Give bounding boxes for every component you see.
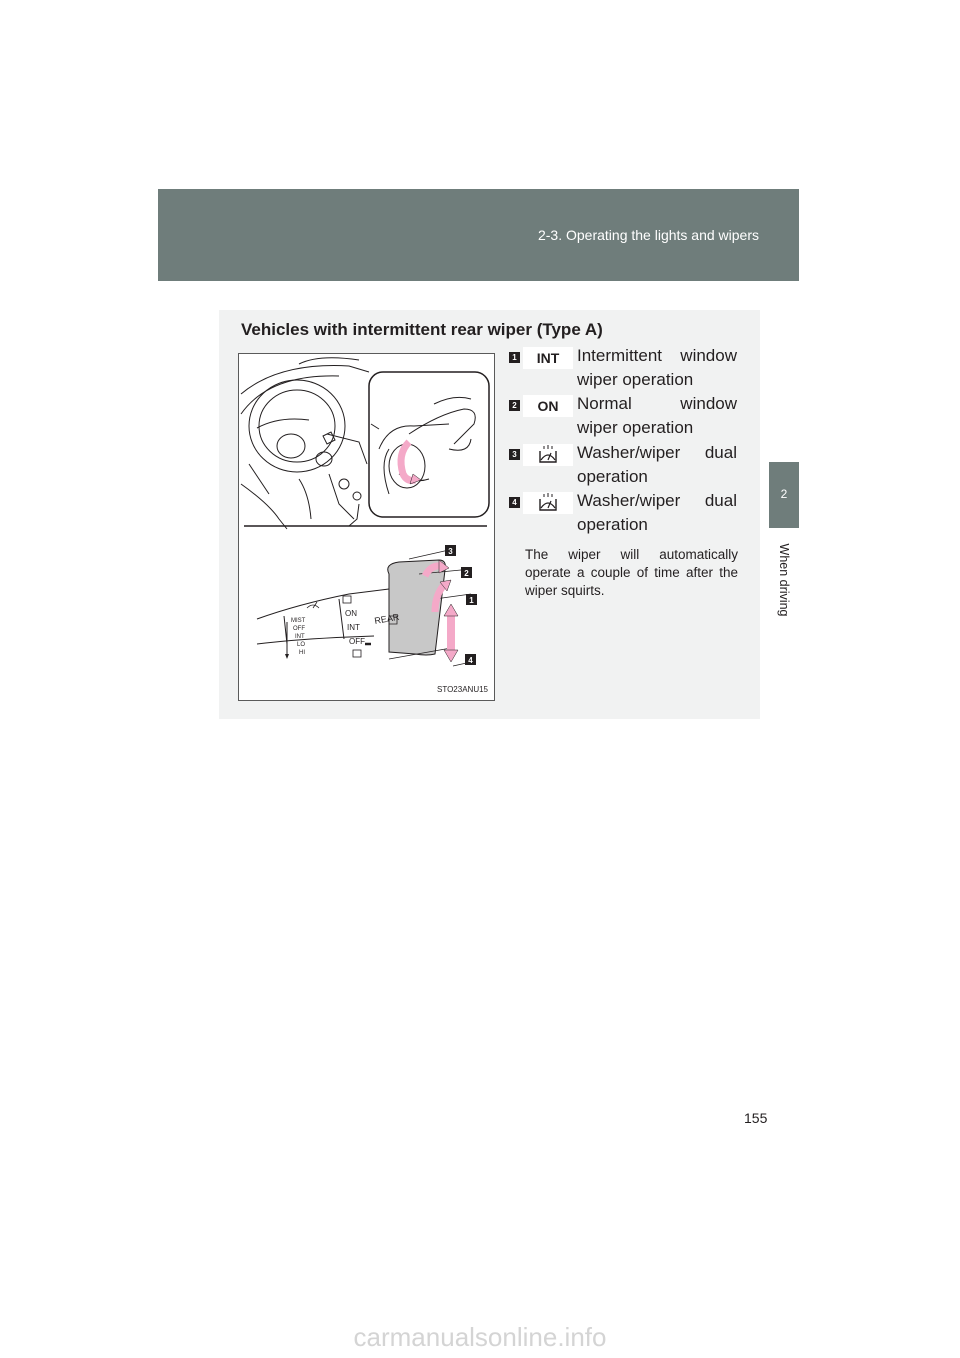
svg-text:INT: INT bbox=[295, 634, 305, 640]
wiper-illustration bbox=[238, 353, 495, 701]
svg-text:INT: INT bbox=[347, 623, 360, 632]
item-3-text: Washer/wiper dual operation bbox=[577, 443, 737, 486]
svg-text:HI: HI bbox=[299, 650, 305, 656]
wiper-note: The wiper will automatically operate a couple of time after the wiper squirts. bbox=[525, 547, 738, 598]
on-symbol: ON bbox=[523, 395, 573, 417]
chapter-label: When driving bbox=[777, 543, 791, 617]
page-header bbox=[158, 189, 799, 281]
washer-wiper-symbol-3 bbox=[523, 444, 573, 466]
rear-ring-labels bbox=[345, 609, 365, 646]
svg-text:MIST: MIST bbox=[291, 618, 306, 624]
chapter-number: 2 bbox=[780, 487, 788, 501]
svg-text:ON: ON bbox=[345, 609, 357, 618]
washer-wiper-icon bbox=[537, 493, 559, 513]
wiper-stalk bbox=[257, 589, 389, 644]
watermark: carmanualsonline.info bbox=[353, 1322, 607, 1352]
wiper-diagram bbox=[239, 354, 494, 700]
steering-wheel-sketch bbox=[241, 358, 369, 529]
figure-code: STO23ANU15 bbox=[437, 685, 488, 694]
chapter-tab bbox=[769, 462, 799, 528]
section-title: Vehicles with intermittent rear wiper (Type A) bbox=[241, 320, 603, 339]
item-1-badge: 1 bbox=[509, 352, 520, 363]
item-4-badge: 4 bbox=[509, 497, 520, 508]
item-2-badge: 2 bbox=[509, 400, 520, 411]
item-1-text: Intermittent window wiper operation bbox=[577, 346, 737, 389]
item-2-text: Normal window wiper operation bbox=[577, 394, 737, 437]
header-title: 2-3. Operating the lights and wipers bbox=[537, 227, 759, 243]
page-number: 155 bbox=[744, 1110, 768, 1126]
inset-box bbox=[369, 372, 489, 517]
section-panel bbox=[219, 310, 760, 719]
washer-wiper-icon bbox=[537, 445, 559, 465]
svg-text:3: 3 bbox=[448, 547, 453, 556]
item-4-text: Washer/wiper dual operation bbox=[577, 491, 737, 534]
washer-wiper-symbol-4 bbox=[523, 492, 573, 514]
svg-text:LO: LO bbox=[297, 642, 306, 648]
svg-text:2: 2 bbox=[464, 569, 469, 578]
item-3-badge: 3 bbox=[509, 449, 520, 460]
svg-text:OFF: OFF bbox=[349, 637, 365, 646]
svg-text:1: 1 bbox=[469, 596, 474, 605]
rear-label: REAR bbox=[373, 611, 400, 626]
svg-text:4: 4 bbox=[468, 656, 473, 665]
int-symbol: INT bbox=[523, 347, 573, 369]
svg-text:OFF: OFF bbox=[293, 626, 305, 632]
stalk-labels bbox=[291, 618, 306, 656]
